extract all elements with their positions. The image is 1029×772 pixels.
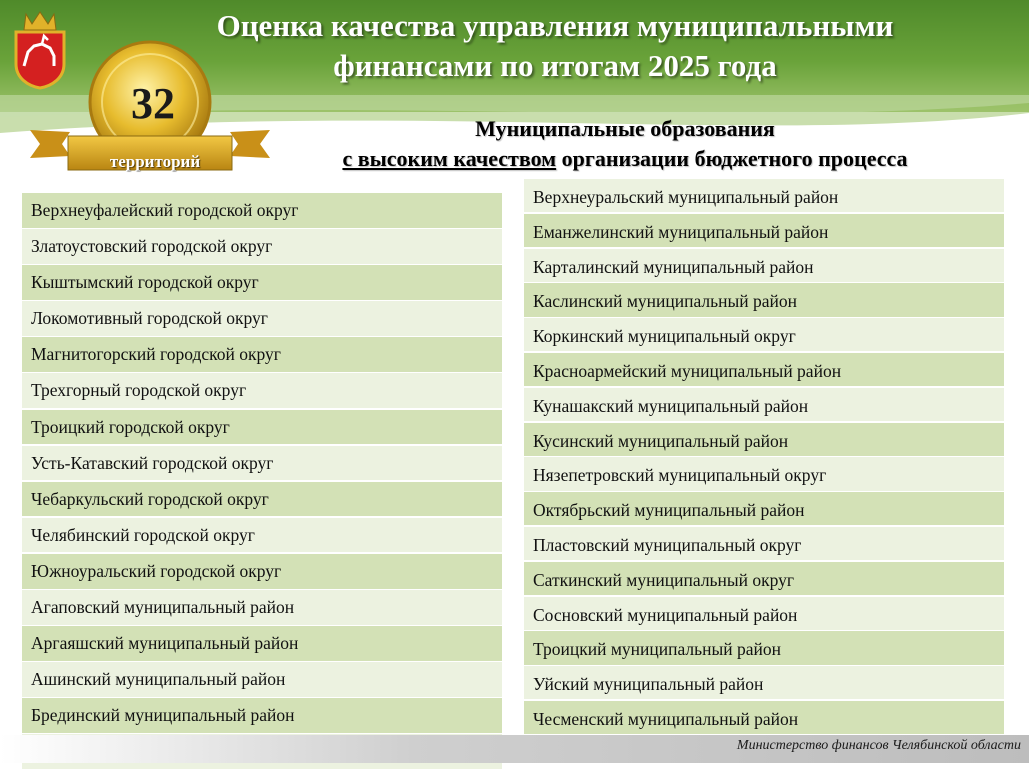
right-municipality-list bbox=[524, 179, 1004, 736]
list-item: Троицкий городской округ bbox=[22, 410, 502, 445]
subtitle-rest: организации бюджетного процесса bbox=[556, 146, 908, 171]
title-line-1: Оценка качества управления муниципальными bbox=[216, 8, 894, 43]
list-item: Челябинский городской округ bbox=[22, 518, 502, 553]
list-item: Нязепетровский муниципальный округ bbox=[524, 457, 1004, 490]
list-item: Сосновский муниципальный район bbox=[524, 597, 1004, 630]
page-title bbox=[150, 6, 960, 86]
list-item: Магнитогорский городской округ bbox=[22, 337, 502, 372]
list-item: Уйский муниципальный район bbox=[524, 666, 1004, 699]
list-item: Карталинский муниципальный район bbox=[524, 249, 1004, 282]
list-item: Саткинский муниципальный округ bbox=[524, 562, 1004, 595]
list-item: Трехгорный городской округ bbox=[22, 373, 502, 408]
list-item: Каслинский муниципальный район bbox=[524, 283, 1004, 316]
list-item: Чебаркульский городской округ bbox=[22, 482, 502, 517]
territory-label: территорий bbox=[109, 152, 201, 171]
list-item: Ашинский муниципальный район bbox=[22, 662, 502, 697]
territory-count: 32 bbox=[131, 79, 175, 128]
list-item: Брединский муниципальный район bbox=[22, 698, 502, 733]
list-item: Кыштымский городской округ bbox=[22, 265, 502, 300]
list-item: Аргаяшский муниципальный район bbox=[22, 626, 502, 661]
footer-text: Министерство финансов Челябинской области bbox=[736, 738, 1021, 753]
subtitle-underlined: с высоким качеством bbox=[342, 146, 557, 171]
left-municipality-list bbox=[22, 193, 502, 771]
subtitle bbox=[280, 114, 970, 174]
list-item: Агаповский муниципальный район bbox=[22, 590, 502, 625]
list-item: Еманжелинский муниципальный район bbox=[524, 214, 1004, 247]
title-line-2: финансами по итогам 2025 года bbox=[333, 48, 777, 83]
list-item: Октябрьский муниципальный район bbox=[524, 492, 1004, 525]
list-item: Пластовский муниципальный округ bbox=[524, 527, 1004, 560]
list-item: Кунашакский муниципальный район bbox=[524, 388, 1004, 421]
list-item: Троицкий муниципальный район bbox=[524, 631, 1004, 664]
list-item: Коркинский муниципальный округ bbox=[524, 318, 1004, 351]
list-item: Усть-Катавский городской округ bbox=[22, 446, 502, 481]
list-item: Чесменский муниципальный район bbox=[524, 701, 1004, 734]
list-item: Кусинский муниципальный район bbox=[524, 423, 1004, 456]
subtitle-line-1: Муниципальные образования bbox=[475, 116, 775, 141]
list-item: Локомотивный городской округ bbox=[22, 301, 502, 336]
list-item: Верхнеуфалейский городской округ bbox=[22, 193, 502, 228]
list-item: Красноармейский муниципальный район bbox=[524, 353, 1004, 386]
subtitle-line-2 bbox=[280, 144, 970, 174]
list-item: Златоустовский городской округ bbox=[22, 229, 502, 264]
list-item: Южноуральский городской округ bbox=[22, 554, 502, 589]
list-item: Верхнеуральский муниципальный район bbox=[524, 179, 1004, 212]
